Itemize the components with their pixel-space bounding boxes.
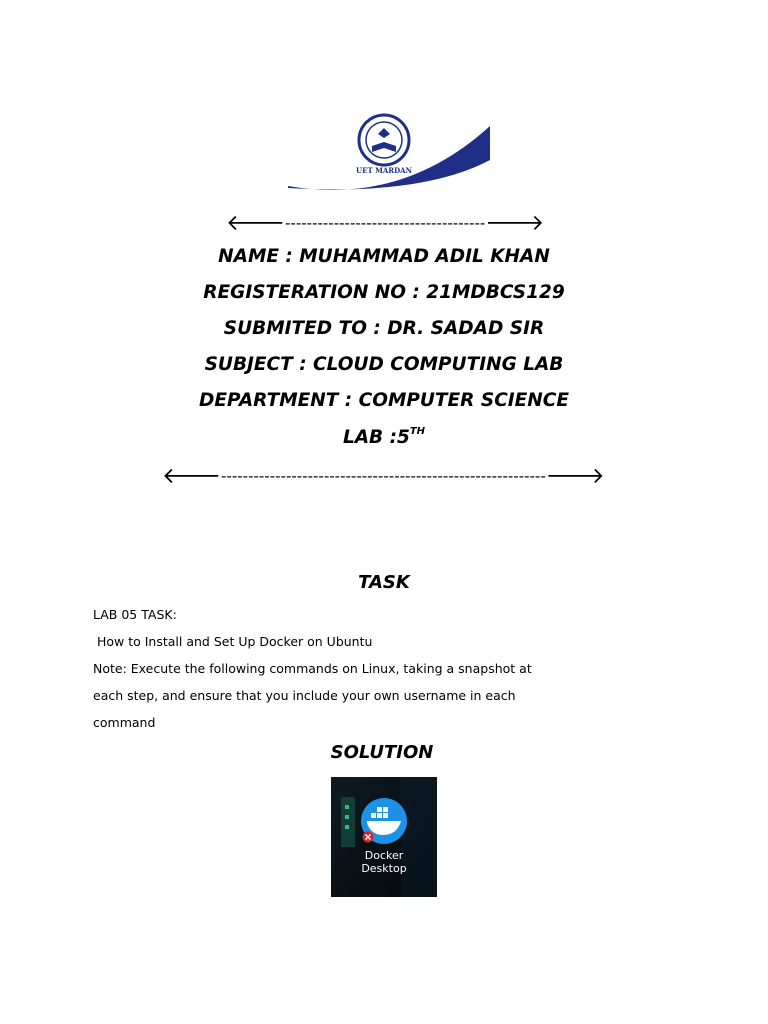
lab-prefix: LAB :5 xyxy=(342,427,410,448)
task-line-4: each step, and ensure that you include your own username in each xyxy=(93,688,516,703)
subject: SUBJECT : CLOUD COMPUTING LAB xyxy=(204,354,564,375)
docker-label-1: Docker xyxy=(364,849,404,862)
divider-dashes: ------------------------------------------------------------ xyxy=(221,467,546,485)
solution-heading: SOLUTION xyxy=(330,742,434,763)
top-divider xyxy=(226,210,544,236)
left-arrow-icon: 🡐 xyxy=(162,464,221,489)
task-line-2: How to Install and Set Up Docker on Ubuntu xyxy=(93,634,373,649)
task-line-3: Note: Execute the following commands on Linux, taking a snapshot at xyxy=(93,661,532,676)
left-arrow-icon: 🡐 xyxy=(226,211,285,236)
registration-number: REGISTERATION NO : 21MDBCS129 xyxy=(203,282,565,303)
docker-label-2: Desktop xyxy=(361,862,407,875)
right-arrow-icon: 🡒 xyxy=(485,211,545,236)
student-name: NAME : MUHAMMAD ADIL KHAN xyxy=(218,246,550,267)
task-line-5: command xyxy=(93,715,156,730)
docker-desktop-icon xyxy=(331,777,437,897)
department: DEPARTMENT : COMPUTER SCIENCE xyxy=(199,390,569,411)
right-arrow-icon: 🡒 xyxy=(545,464,605,489)
logo-text: UET MARDAN xyxy=(356,166,412,175)
lab-number xyxy=(0,426,768,448)
task-line-1: LAB 05 TASK: xyxy=(93,607,177,622)
bottom-divider xyxy=(162,463,605,489)
docker-desktop-screenshot xyxy=(331,777,437,897)
submitted-to: SUBMITED TO : DR. SADAD SIR xyxy=(223,318,545,339)
task-heading: TASK xyxy=(358,572,410,593)
divider-dashes: ------------------------------------- xyxy=(285,214,486,232)
university-logo xyxy=(282,88,490,198)
lab-suffix: TH xyxy=(409,426,426,437)
